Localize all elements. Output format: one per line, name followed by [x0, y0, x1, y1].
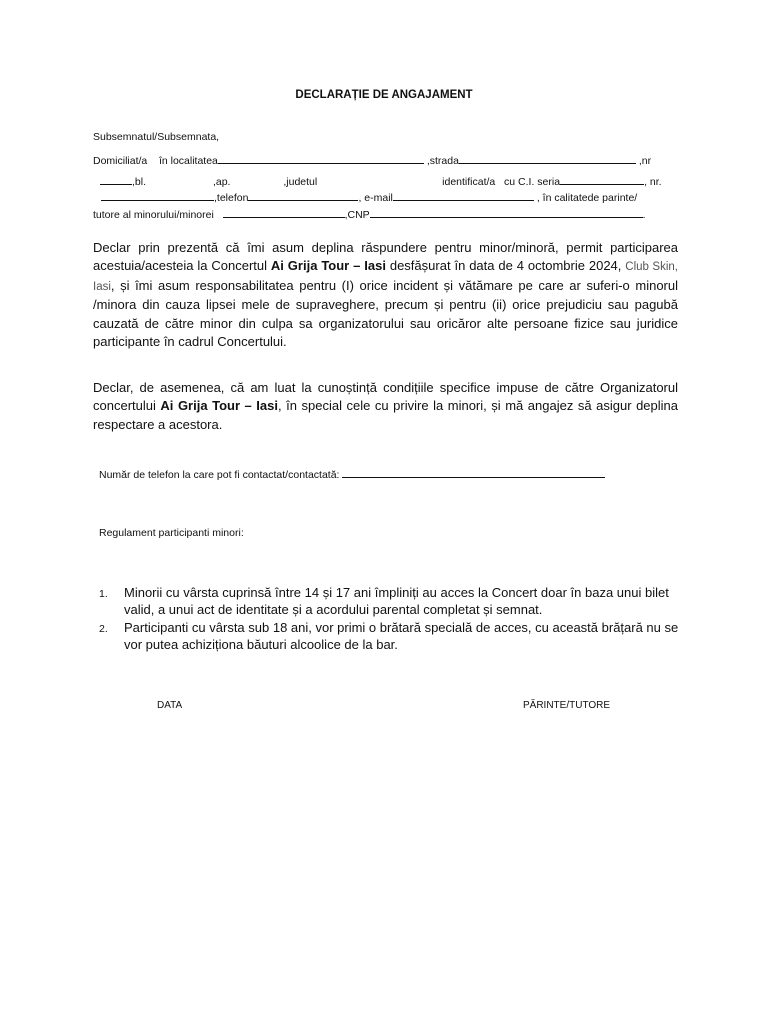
- p1-event-name: Ai Grija Tour – Iasi: [270, 258, 386, 274]
- localitate-label: în localitatea: [158, 155, 218, 167]
- calitate-label: , în calitatede parinte/: [536, 192, 638, 204]
- phone-line: [99, 467, 605, 481]
- localitate-field[interactable]: [218, 153, 424, 164]
- telefon-label: ,telefon: [214, 192, 249, 204]
- rule-number: 2.: [99, 623, 108, 635]
- strada-field[interactable]: [459, 153, 636, 164]
- ci-seria-field[interactable]: [560, 174, 644, 185]
- p1-venue: Club Skin, Iasi: [93, 261, 678, 293]
- telefon-field[interactable]: [248, 190, 358, 201]
- end-period: .: [642, 209, 646, 221]
- ap-label: ,ap.: [212, 176, 231, 188]
- email-label: , e-mail: [358, 192, 393, 204]
- minor-name-field[interactable]: [223, 207, 345, 218]
- subsemnatul-label: Subsemnatul/Subsemnata,: [93, 131, 220, 143]
- declaration-paragraph-2: [93, 379, 678, 434]
- document-title: DECLARAȚIE DE ANGAJAMENT: [295, 89, 473, 101]
- email-field[interactable]: [393, 190, 534, 201]
- rules-title: Regulament participanti minori:: [99, 527, 244, 539]
- p1-text-2: desfășurat în data de 4 octombrie 2024,: [385, 258, 626, 274]
- domicile-line: [93, 153, 651, 168]
- nr2-label: , nr.: [644, 176, 662, 188]
- nr-field[interactable]: [100, 174, 132, 185]
- p2-text-1: Declar, de asemenea, că am luat la cunoștință condițiile specifice impuse de către Organizatorul concertului: [93, 380, 678, 414]
- p1-text-3: , și îmi asum responsabilitatea pentru (I) orice incident și vătămare pe care ar suferi-o minorul /minora din cauza lipsei mele de supraveghere, precum și pentru (ii) orice prejudiciu sau pagubă cauzată de către minor din culpa sa organizatorului sau oricăror alte persoane fizice sau juridice participante în cadrul Concertului.: [93, 277, 678, 350]
- ci-nr-field[interactable]: [101, 190, 214, 201]
- cnp-label: ,CNP: [344, 209, 370, 221]
- contact-line: [101, 190, 637, 205]
- p2-event-name: Ai Grija Tour – Iasi: [160, 398, 278, 414]
- tutore-label: tutore al minorului/minorei: [93, 209, 214, 221]
- rule-number: 1.: [99, 588, 108, 600]
- ci-seria-label: cu C.I. seria: [504, 176, 561, 188]
- p1-text-1: Declar prin prezentă că îmi asum deplina răspundere pentru minor/minoră, permit participarea acestuia/acesteia la Concertul: [93, 240, 678, 274]
- cnp-field[interactable]: [370, 207, 643, 218]
- p2-text-2: , în special cele cu privire la minori, și mă angajez să asigur deplina respectare a acestora.: [93, 398, 678, 432]
- rule-item: [99, 584, 679, 618]
- date-label: DATA: [157, 700, 183, 711]
- phone-field[interactable]: [342, 467, 605, 478]
- judetul-label: ,judetul: [283, 176, 318, 188]
- rule-text: Minorii cu vârsta cuprinsă între 14 și 17 ani împliniți au acces la Concert doar în baza unui bilet valid, a unui act de identitate și a acordului parental completat și semnat.: [124, 585, 669, 617]
- rules-list: [99, 584, 679, 654]
- strada-label: ,strada: [426, 155, 459, 167]
- tutore-line: [93, 207, 646, 222]
- parent-signature-label: PĂRINTE/TUTORE: [523, 700, 611, 711]
- phone-label: Număr de telefon la care pot fi contactat/contactată:: [99, 469, 340, 481]
- identificat-label: identificat/a: [442, 176, 496, 188]
- rule-item: [99, 619, 679, 653]
- rule-text: Participanti cu vârsta sub 18 ani, vor primi o brătară specială de acces, cu această brățară nu se vor putea achiziționa băuturi alcoolice de la bar.: [124, 620, 679, 652]
- declaration-paragraph-1: [93, 239, 678, 351]
- address-line: [100, 174, 662, 189]
- domiciliat-label: Domiciliat/a: [93, 155, 148, 167]
- bl-label: ,bl.: [132, 176, 147, 188]
- nr-label: ,nr: [638, 155, 652, 167]
